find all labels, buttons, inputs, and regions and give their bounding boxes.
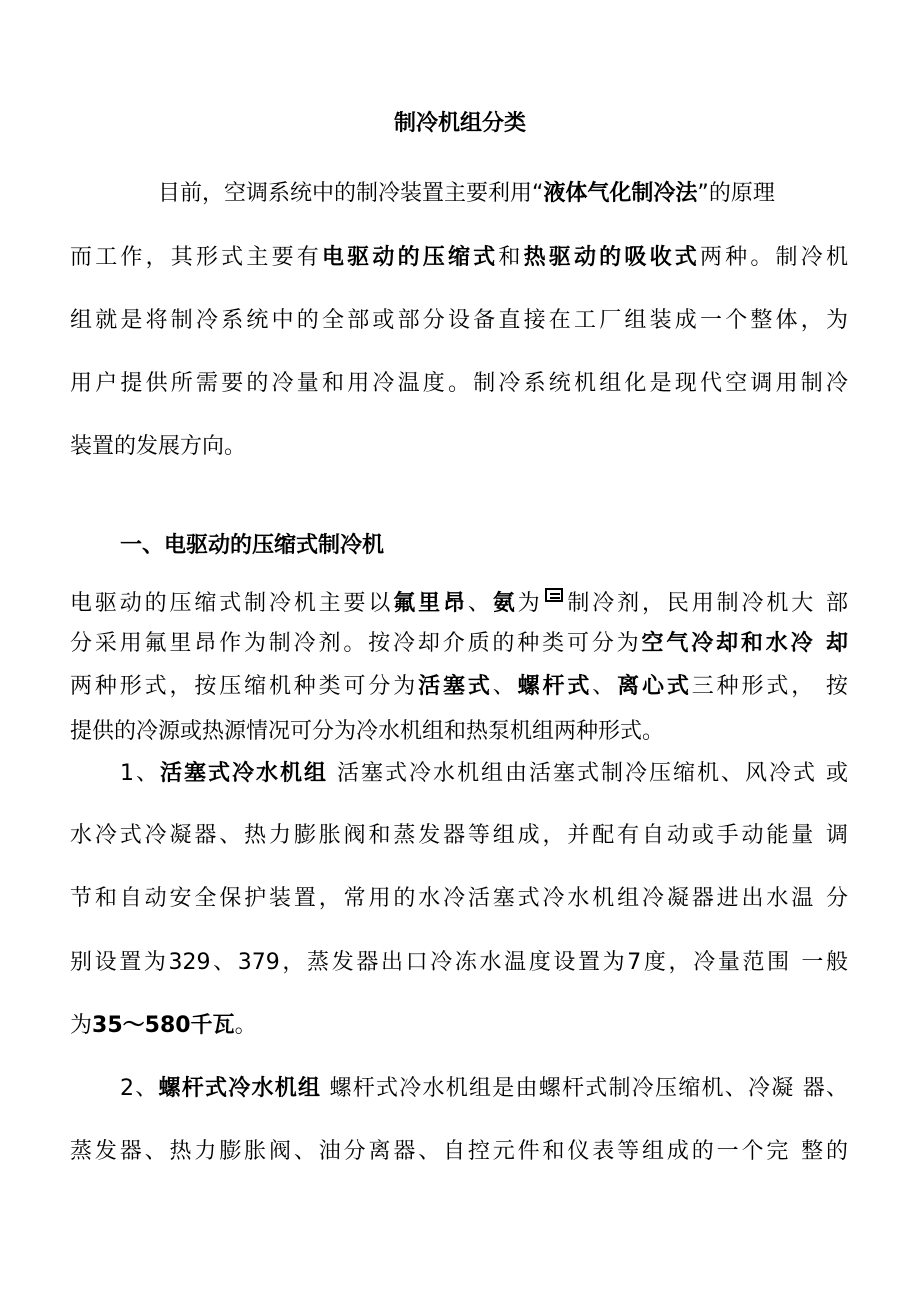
intro-line-4: 用户提供所需要的冷量和用冷温度。制冷系统机组化是现代空调用制冷 xyxy=(70,371,848,396)
section1-line-3 xyxy=(70,669,848,705)
intro-line-3: 组就是将制冷系统中的全部或部分设备直接在工厂组装成一个整体，为 xyxy=(70,308,848,333)
text: 三种形式， 按 xyxy=(691,674,848,699)
intro-line-1 xyxy=(158,176,775,212)
text: 为 xyxy=(70,1013,93,1038)
item1-line-2: 水冷式冷凝器、热力膨胀阀和蒸发器等组成，并配有自动或手动能量 调 xyxy=(70,823,848,848)
text: 、 xyxy=(492,674,518,699)
text: 电驱动的压缩式制冷机主要以 xyxy=(70,591,394,616)
bold-term: 螺杆式冷水机组 xyxy=(158,1076,322,1101)
text: 两种。制冷机 xyxy=(699,245,848,270)
missing-glyph-icon xyxy=(545,588,563,602)
bold-term: 液体气化制冷法 xyxy=(543,181,698,206)
bold-term: 螺杆式 xyxy=(517,674,593,699)
text: 。 xyxy=(234,1013,257,1038)
section1-line-2 xyxy=(70,626,848,662)
text: ”的原理 xyxy=(697,181,775,206)
intro-line-2 xyxy=(70,240,848,276)
text: 而工作，其形式主要有 xyxy=(70,245,322,270)
text: 、 xyxy=(467,591,493,616)
bold-term: 离心式 xyxy=(617,674,692,699)
bold-term: 热驱动的吸收式 xyxy=(523,245,700,270)
text: 制冷剂，民用制冷机大 部 xyxy=(564,591,848,616)
bold-term: 空气冷却和水冷 却 xyxy=(641,631,848,656)
section1-line-1 xyxy=(70,586,848,622)
text: 活塞式冷水机组由活塞式制冷压缩机、风冷式 或 xyxy=(328,761,848,786)
text: 和 xyxy=(498,245,524,270)
bold-term: 氨 xyxy=(492,591,518,616)
text: 目前，空调系统中的制冷装置主要利用“ xyxy=(158,181,544,206)
text: 为 xyxy=(517,591,543,616)
bold-term: 氟里昂 xyxy=(393,591,468,616)
item1-line-1 xyxy=(120,756,848,792)
item2-line-2: 蒸发器、热力膨胀阀、油分离器、自控元件和仪表等组成的一个完 整的 xyxy=(70,1139,848,1164)
bold-term: 活塞式冷水机组 xyxy=(160,761,328,786)
item1-line-3: 节和自动安全保护装置，常用的水冷活塞式冷水机组冷凝器进出水温 分 xyxy=(70,886,848,911)
text: 1、 xyxy=(120,761,160,786)
text: 分采用氟里昂作为制冷剂。按冷却介质的种类可分为 xyxy=(70,631,642,656)
intro-line-5: 装置的发展方向。 xyxy=(70,434,247,459)
bold-term: 活塞式 xyxy=(418,674,493,699)
item1-line-5 xyxy=(70,1008,257,1044)
text: 、 xyxy=(592,674,618,699)
text: 两种形式，按压缩机种类可分为 xyxy=(70,674,419,699)
section1-line-4: 提供的冷源或热源情况可分为冷水机组和热泵机组两种形式。 xyxy=(70,719,665,744)
item2-line-1 xyxy=(120,1071,848,1107)
bold-term: 35～580千瓦 xyxy=(92,1013,235,1038)
section-heading: 一、电驱动的压缩式制冷机 xyxy=(120,533,385,558)
text: 螺杆式冷水机组是由螺杆式制冷压缩机、冷凝 器、 xyxy=(321,1076,848,1101)
page-title: 制冷机组分类 xyxy=(393,111,526,136)
bold-term: 电驱动的压缩式 xyxy=(321,245,499,270)
item1-line-4: 别设置为329、379，蒸发器出口冷冻水温度设置为7度，冷量范围 一般 xyxy=(70,950,848,975)
text: 2、 xyxy=(120,1076,159,1101)
